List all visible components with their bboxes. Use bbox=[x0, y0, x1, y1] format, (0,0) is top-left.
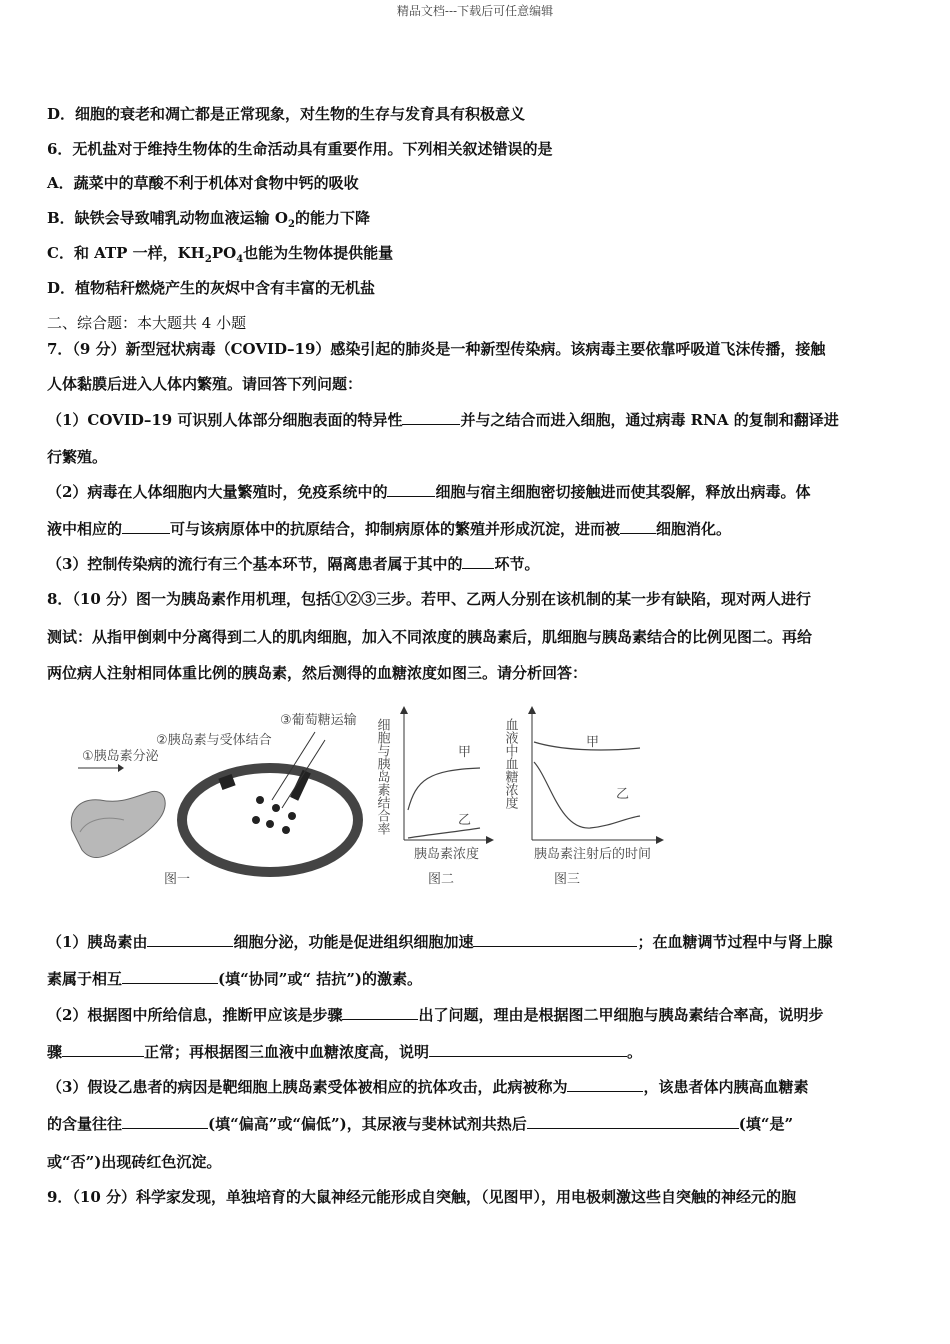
series-a-line bbox=[408, 768, 480, 810]
text: 8．（10 分）图一为胰岛素作用机理，包括①②③三步。若甲、乙两人分别在该机制的某一步有缺陷，现对两人进行 bbox=[47, 590, 812, 608]
text: （2）病毒在人体细胞内大量繁殖时，免疫系统中的 bbox=[47, 483, 388, 501]
text: （1）胰岛素由 bbox=[47, 933, 148, 951]
question-8-cont bbox=[47, 627, 812, 647]
text: （1）COVID–19 可识别人体部分细胞表面的特异性 bbox=[47, 411, 403, 429]
text: 细胞消化。 bbox=[656, 520, 732, 538]
q7-part2-cont bbox=[47, 519, 731, 539]
blank bbox=[387, 482, 435, 497]
q8-part2-cont bbox=[47, 1042, 642, 1062]
text: 细胞分泌，功能是促进组织细胞加速 bbox=[233, 933, 474, 951]
text: 并与之结合而进入细胞，通过病毒 RNA 的复制和翻译进 bbox=[460, 411, 839, 429]
text: 。 bbox=[627, 1043, 643, 1061]
text: 可与该病原体中的抗原结合，抑制病原体的繁殖并形成沉淀，进而被 bbox=[170, 520, 621, 538]
blank bbox=[473, 932, 637, 947]
step3-label: ③葡萄糖运输 bbox=[280, 713, 357, 728]
glucose-dot bbox=[266, 820, 274, 828]
q8-part1 bbox=[47, 932, 832, 952]
glucose-dot bbox=[288, 812, 296, 820]
text: ；在血糖调节过程中与肾上腺 bbox=[637, 933, 833, 951]
blank bbox=[429, 1042, 627, 1057]
text: D．细胞的衰老和凋亡都是正常现象，对生物的生存与发育具有积极意义 bbox=[47, 105, 526, 123]
question-9 bbox=[47, 1187, 796, 1207]
text: B．缺铁会导致哺乳动物血液运输 O bbox=[47, 209, 288, 227]
text: 骤 bbox=[47, 1043, 63, 1061]
text: 出了问题，理由是根据图二甲细胞与胰岛素结合率高，说明步 bbox=[418, 1006, 824, 1024]
question-7 bbox=[47, 339, 825, 359]
subscript: 2 bbox=[204, 254, 212, 265]
blank bbox=[620, 519, 656, 534]
text: C．和 ATP 一样，KH bbox=[47, 244, 205, 262]
question-7-cont bbox=[47, 374, 362, 394]
q7-part1 bbox=[47, 410, 839, 430]
x-axis-arrow bbox=[486, 836, 494, 844]
question-6 bbox=[47, 139, 552, 159]
text: 的含量往往 bbox=[47, 1115, 123, 1133]
blank bbox=[342, 1005, 418, 1020]
figure-two bbox=[375, 706, 495, 887]
text: （2）根据图中所给信息，推断甲应该是步骤 bbox=[47, 1006, 343, 1024]
option-d bbox=[47, 278, 375, 298]
text: 液中相应的 bbox=[47, 520, 123, 538]
fig3-ylabel: 血液中血糖浓度 bbox=[502, 718, 518, 809]
text: 或“否”)出现砖红色沉淀。 bbox=[47, 1153, 222, 1171]
blank bbox=[122, 1114, 208, 1129]
blank bbox=[527, 1114, 739, 1129]
text: (填“是” bbox=[738, 1115, 794, 1133]
fig2-xlabel: 胰岛素浓度 bbox=[414, 847, 480, 862]
glucose-dot bbox=[252, 816, 260, 824]
step2-label: ②胰岛素与受体结合 bbox=[156, 733, 272, 748]
section-heading bbox=[47, 313, 246, 333]
series-a-label: 甲 bbox=[458, 745, 472, 760]
glucose-dot bbox=[272, 804, 280, 812]
figure-one-caption: 图一 bbox=[164, 872, 191, 887]
figure-one bbox=[71, 712, 358, 887]
series-b-label: 乙 bbox=[458, 813, 472, 828]
text: 二、综合题：本大题共 4 小题 bbox=[47, 314, 247, 332]
blank bbox=[147, 932, 233, 947]
q7-part2 bbox=[47, 482, 810, 502]
blank bbox=[62, 1042, 144, 1057]
y-axis-arrow bbox=[400, 706, 408, 714]
text: 正常；再根据图三血液中血糖浓度高，说明 bbox=[144, 1043, 430, 1061]
blank bbox=[402, 410, 460, 425]
option-c bbox=[47, 243, 393, 270]
text: ，该患者体内胰高血糖素 bbox=[643, 1078, 809, 1096]
text: （3）假设乙患者的病因是靶细胞上胰岛素受体被相应的抗体攻击，此病被称为 bbox=[47, 1078, 568, 1096]
glucose-dot bbox=[282, 826, 290, 834]
series-b-label: 乙 bbox=[616, 787, 630, 802]
subscript: 2 bbox=[287, 219, 295, 230]
question-8-cont2 bbox=[47, 663, 587, 683]
q8-part1-cont bbox=[47, 969, 422, 989]
q8-part2 bbox=[47, 1005, 823, 1025]
text: 环节。 bbox=[494, 555, 540, 573]
text: (填“偏高”或“偏低”)，其尿液与斐林试剂共热后 bbox=[208, 1115, 527, 1133]
blank bbox=[567, 1077, 643, 1092]
option-d-prev bbox=[47, 104, 525, 124]
fig3-xlabel: 胰岛素注射后的时间 bbox=[534, 847, 652, 862]
y-axis-arrow bbox=[528, 706, 536, 714]
text: 的能力下降 bbox=[294, 209, 370, 227]
text: (填“协同”或“ 拮抗”)的激素。 bbox=[218, 970, 422, 988]
text: 两位病人注射相同体重比例的胰岛素，然后测得的血糖浓度如图三。请分析回答： bbox=[47, 664, 588, 682]
text: 7．（9 分）新型冠状病毒（COVID–19）感染引起的肺炎是一种新型传染病。该病毒主要依靠呼吸道飞沫传播，接触 bbox=[47, 340, 826, 358]
q7-part3 bbox=[47, 554, 539, 574]
text: 测试：从指甲倒刺中分离得到二人的肌肉细胞，加入不同浓度的胰岛素后，肌细胞与胰岛素结合的比例见图二。再给 bbox=[47, 628, 813, 646]
text: PO bbox=[211, 244, 237, 262]
pancreas-shape bbox=[71, 791, 165, 857]
q8-part3-cont bbox=[47, 1114, 793, 1134]
blank bbox=[122, 969, 218, 984]
figure-three-caption: 图三 bbox=[554, 872, 581, 887]
series-a-label: 甲 bbox=[586, 735, 600, 750]
text: D．植物秸秆燃烧产生的灰烬中含有丰富的无机盐 bbox=[47, 279, 376, 297]
text: 细胞与宿主细胞密切接触进而使其裂解，释放出病毒。体 bbox=[435, 483, 811, 501]
figure-insulin bbox=[60, 700, 680, 900]
blank bbox=[122, 519, 170, 534]
q8-part3 bbox=[47, 1077, 808, 1097]
figure-three bbox=[503, 706, 665, 887]
glucose-dot bbox=[256, 796, 264, 804]
text: A．蔬菜中的草酸不利于机体对食物中钙的吸收 bbox=[47, 174, 359, 192]
text: 人体黏膜后进入人体内繁殖。请回答下列问题： bbox=[47, 375, 363, 393]
page-header: 精品文档---下载后可任意编辑 bbox=[396, 4, 554, 18]
series-b-line bbox=[408, 828, 480, 838]
text: 6．无机盐对于维持生物体的生命活动具有重要作用。下列相关叙述错误的是 bbox=[47, 140, 553, 158]
figure-two-caption: 图二 bbox=[428, 872, 455, 887]
subscript: 4 bbox=[236, 254, 244, 265]
q7-part1-cont bbox=[47, 447, 107, 467]
option-a bbox=[47, 173, 359, 193]
secretion-arrow-head bbox=[118, 764, 124, 772]
step1-label: ①胰岛素分泌 bbox=[82, 749, 159, 764]
x-axis-arrow bbox=[656, 836, 664, 844]
text: 素属于相互 bbox=[47, 970, 123, 988]
q8-part3-cont2 bbox=[47, 1152, 221, 1172]
fig2-ylabel: 细胞与胰岛素结合率 bbox=[374, 718, 390, 835]
text: 行繁殖。 bbox=[47, 448, 108, 466]
text: （3）控制传染病的流行有三个基本环节，隔离患者属于其中的 bbox=[47, 555, 463, 573]
question-8 bbox=[47, 589, 811, 609]
blank bbox=[462, 554, 494, 569]
option-b bbox=[47, 208, 370, 235]
text: 9．（10 分）科学家发现，单独培育的大鼠神经元能形成自突触，（见图甲），用电极刺激这些自突触的神经元的胞 bbox=[47, 1188, 797, 1206]
text: 也能为生物体提供能量 bbox=[243, 244, 394, 262]
